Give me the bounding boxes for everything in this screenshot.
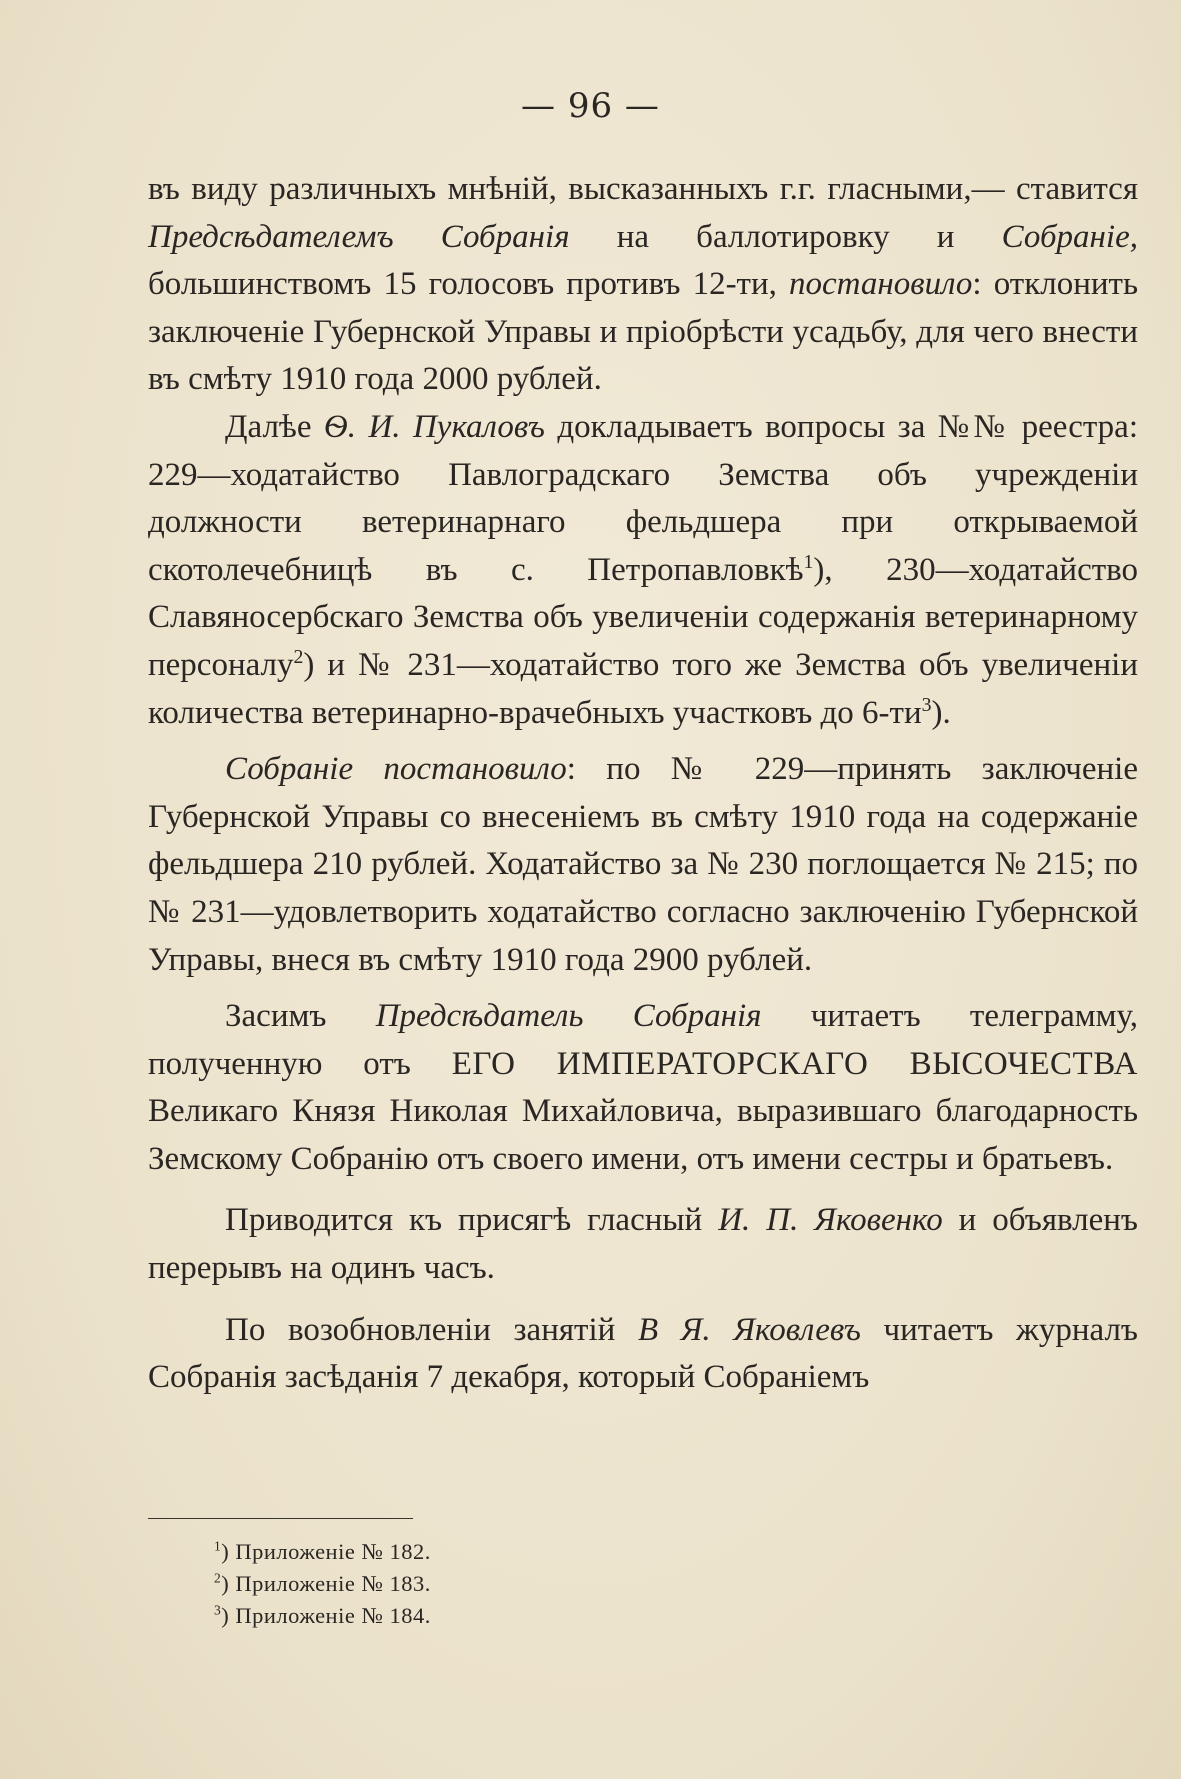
paragraph-2 [148,404,1138,737]
text-run: ) и № 231—ходатайство того же Земства объ увеличеніи количества ветеринарно-врачебныхъ участковъ до 6-ти [148,646,1138,731]
text-run: читаетъ журналъ Собранія засѣданія 7 декабря, который Собраніемъ [148,1311,1138,1396]
paragraph-4 [148,993,1138,1183]
footnote-mark: 2 [214,1570,222,1586]
italic-name: Предсѣдателемъ Собранія [148,218,570,255]
italic-term: постановило [789,266,973,303]
footnotes [214,1536,814,1632]
footnote-ref: 3 [921,693,932,716]
text-run: По возобновленіи занятій [225,1311,638,1348]
italic-name: Предсѣдатель Собранія [375,998,762,1035]
caps-title: ЕГО ИМПЕРАТОРСКАГО ВЫСОЧЕСТВА [451,1045,1138,1082]
footnote-mark: 3 [214,1602,222,1618]
page-number: — 96 — [521,86,660,126]
footnote-item [214,1536,814,1568]
footnote-item [214,1568,814,1600]
footnote-mark: 1 [214,1538,222,1554]
text-run: въ виду различныхъ мнѣній, высказанныхъ г.г. гласными,— ставится [148,171,1138,207]
footnote-text: ) Приложеніе № 182. [221,1539,431,1564]
text-run: докладываетъ вопросы за №№ реестра: 229—ходатайство Павлоградскаго Земства объ учрежденіи должности ветеринарнаго фельдшера при открываемой скотолечебницѣ въ с. Петропавловкѣ [148,408,1138,588]
text-run: : по № 229—принять заключеніе Губернской Управы со внесеніемъ въ смѣту 1910 года на содержаніе фельдшера 210 рублей. Ходатайство за № 230 поглощается № 215; по № 231—удовлетворить ходатайство согласно заключенію Губернской Управы, внеся въ смѣту 1910 года 2900 рублей. [148,751,1138,978]
text-run: ). [931,694,951,731]
text-run: Засимъ [225,998,376,1035]
text-run: Приводится къ присягѣ гласный [225,1202,719,1239]
footnote-text: ) Приложеніе № 183. [221,1571,431,1596]
text-run: читаетъ телеграмму, полученную отъ [148,998,1138,1082]
text-run: Далѣе [225,408,324,445]
italic-name: В Я. Яковлевъ [637,1311,861,1348]
footnote-ref: 2 [293,645,304,668]
paragraph-1 [148,166,1138,404]
text-run: Великаго Князя Николая Михайловича, выразившаго благодарность Земскому Собранію отъ своего имени, отъ имени сестры и братьевъ. [148,1093,1138,1177]
italic-term: Собраніе постановило [225,751,567,788]
italic-name: И. П. Яковенко [718,1202,943,1239]
italic-name: Собраніе, [1001,218,1138,255]
text-run: большинствомъ 15 голосовъ противъ 12-ти, [148,266,790,303]
page-body [148,166,1138,1402]
footnote-divider [148,1518,413,1519]
text-run: : отклонить заключеніе Губернской Управы и пріобрѣсти усадьбу, для чего внести въ смѣту 1910 года 2000 рублей. [148,266,1138,398]
text-run: и объявленъ перерывъ на одинъ часъ. [148,1202,1139,1287]
text-run: ), 230—ходатайство Славяносербскаго Земства объ увеличеніи содержанія ветеринарному персоналу [148,551,1138,683]
paragraph-3 [148,746,1138,984]
text-run: на баллотировку и [569,218,1002,255]
italic-name: Ѳ. И. Пукаловъ [323,408,545,445]
footnote-item [214,1600,814,1632]
footnote-text: ) Приложеніе № 184. [221,1603,431,1628]
paragraph-6 [148,1307,1138,1402]
paragraph-5 [148,1197,1138,1292]
footnote-ref: 1 [803,550,814,573]
